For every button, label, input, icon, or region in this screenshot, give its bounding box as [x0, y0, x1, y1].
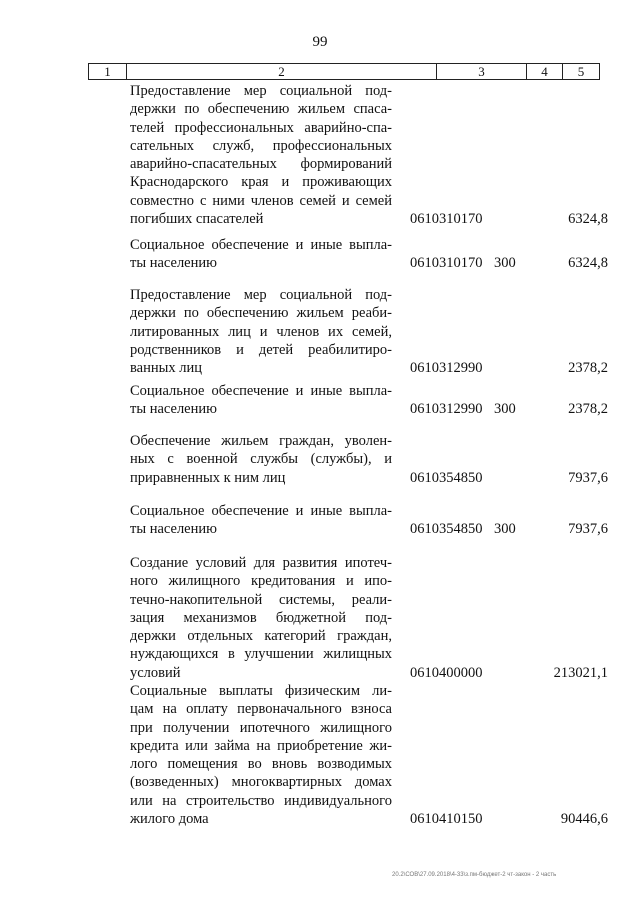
description-line: (возведенных) многоквартирных домах [130, 774, 392, 791]
description-line: Социальные выплаты физическим ли- [130, 683, 392, 699]
row-code: 0610400000 [410, 664, 483, 681]
row-code: 0610312990 [410, 360, 483, 377]
row-amount: 213021,1 [553, 664, 608, 681]
description-line: держки отдельных категорий граждан, [130, 628, 392, 645]
description-line: телей профессиональных аварийно-спа- [130, 119, 392, 136]
row-amount: 2378,2 [568, 401, 608, 418]
description-line: цам на оплату первоначального взноса [130, 701, 392, 718]
row-description [130, 682, 392, 828]
row-amount: 7937,6 [568, 521, 608, 538]
description-line: лого помещения во вновь возводимых [130, 756, 392, 773]
row-description [130, 82, 392, 228]
description-line: или на строительство индивидуального [130, 792, 392, 809]
header-col-3: 3 [437, 64, 527, 79]
row-code: 0610354850 [410, 469, 483, 486]
description-line: держки по обеспечению жильем спаса- [130, 101, 392, 118]
description-line: Социальное обеспечение и иные выпла- [130, 237, 392, 253]
header-col-1: 1 [89, 64, 127, 79]
description-line: ты населению [130, 521, 217, 538]
description-line: Создание условий для развития ипотеч- [130, 555, 392, 571]
row-amount: 90446,6 [560, 811, 608, 828]
description-line: жилого дома [130, 811, 209, 828]
description-line: ного жилищного кредитования и ипо- [130, 573, 392, 590]
description-line: Обеспечение жильем граждан, уволен- [130, 433, 392, 449]
description-line: при получении ипотечного жилищного [130, 719, 392, 736]
row-expense-type: 300 [494, 255, 516, 272]
description-line: ты населению [130, 401, 217, 418]
description-line: приравненных к ним лиц [130, 469, 286, 486]
row-code: 0610354850 [410, 521, 483, 538]
header-col-2: 2 [127, 64, 437, 79]
table-header-row [88, 63, 600, 80]
description-line: зация механизмов бюджетной под- [130, 609, 392, 626]
row-code: 0610310170 [410, 211, 483, 228]
row-amount: 6324,8 [568, 255, 608, 272]
row-expense-type: 300 [494, 401, 516, 418]
row-description [130, 236, 392, 273]
row-description [130, 502, 392, 539]
row-code: 0610410150 [410, 811, 483, 828]
description-line: Краснодарского края и проживающих [130, 174, 392, 191]
row-amount: 2378,2 [568, 360, 608, 377]
description-line: погибших спасателей [130, 211, 264, 228]
description-line: аварийно-спасательных формирований [130, 156, 392, 173]
description-line: кредита или займа на приобретение жи- [130, 737, 392, 754]
description-line: ванных лиц [130, 360, 202, 377]
footer-stamp: 20.2\СОВ\27.09.2018\4-33\з.пм-бюджет-2 чт-закон - 2 часть [392, 872, 557, 878]
row-description [130, 382, 392, 419]
description-line: Социальное обеспечение и иные выпла- [130, 503, 392, 519]
row-description [130, 554, 392, 682]
description-line: ты населению [130, 255, 217, 272]
row-code: 0610312990 [410, 401, 483, 418]
row-amount: 6324,8 [568, 211, 608, 228]
description-line: держки по обеспечению жильем реаби- [130, 305, 392, 322]
header-col-4: 4 [527, 64, 563, 79]
description-line: родственников и детей реабилитиро- [130, 341, 392, 358]
description-line: ных с военной службы (службы), и [130, 451, 392, 468]
row-description [130, 286, 392, 377]
header-col-5: 5 [577, 64, 585, 79]
description-line: сательных служб, профессиональных [130, 137, 392, 154]
description-line: Предоставление мер социальной под- [130, 83, 392, 99]
row-expense-type: 300 [494, 521, 516, 538]
description-line: Социальное обеспечение и иные выпла- [130, 383, 392, 399]
description-line: Предоставление мер социальной под- [130, 287, 392, 303]
description-line: совместно с ними членов семей и семей [130, 192, 392, 209]
row-description [130, 432, 392, 487]
row-code: 0610310170 [410, 255, 483, 272]
page-number: 99 [312, 34, 328, 50]
description-line: условий [130, 664, 181, 681]
row-amount: 7937,6 [568, 469, 608, 486]
description-line: литированных лиц и членов их семей, [130, 323, 392, 340]
description-line: нуждающихся в улучшении жилищных [130, 646, 392, 663]
description-line: течно-накопительной системы, реали- [130, 591, 392, 608]
